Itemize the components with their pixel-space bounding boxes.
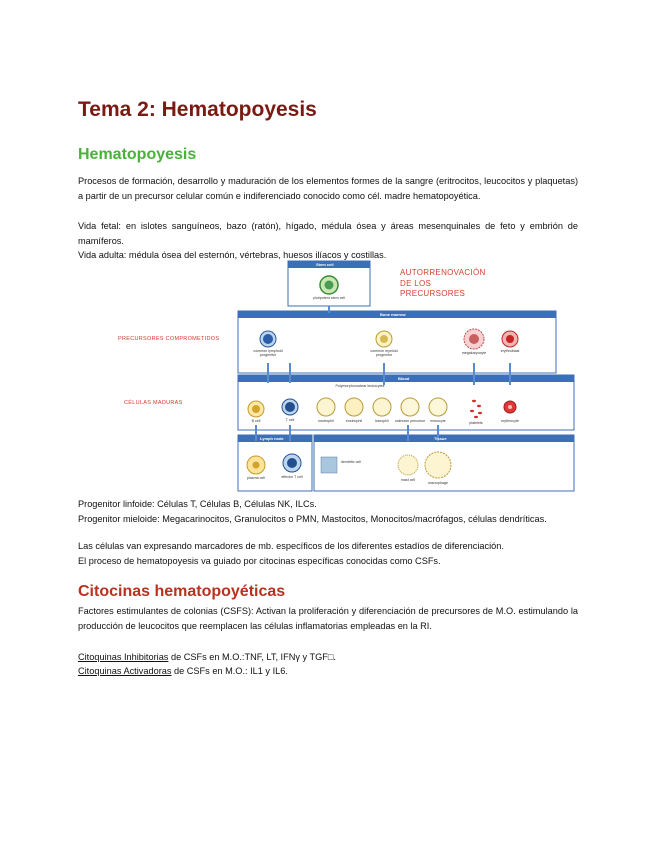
label-erythroblast: erythroblast: [500, 349, 520, 353]
autorrenovacion-line-1: AUTORRENOVACIÓN: [400, 268, 486, 277]
megakaryocyte-nucleus: [469, 334, 479, 344]
unknown-precursor: [401, 398, 419, 416]
box-title-lymph: Lymph node: [260, 436, 284, 441]
mast-cell: [398, 455, 418, 475]
label-b-cell: B cell: [251, 419, 261, 423]
label-basophil: basophil: [375, 419, 389, 423]
effector-t-cell-nucleus: [287, 458, 297, 468]
paragraph-vida-fetal: Vida fetal: en islotes sanguíneos, bazo (ratón), hígado, médula ósea y áreas mesenquinales de feto y embrión de mamíferos.: [78, 221, 578, 246]
paragraph-progenitor-mieloide: Progenitor mieloide: Megacarinocitos, Granulocitos o PMN, Mastocitos, Monocitos/macrófagos, células dendríticas.: [78, 514, 547, 524]
stem-cell-nucleus: [325, 281, 334, 290]
t-cell-nucleus: [285, 402, 295, 412]
label-eosinophil: eosinophil: [345, 419, 363, 423]
b-cell-nucleus: [252, 405, 260, 413]
box-title-stem: Stem cell: [316, 262, 334, 267]
page-title: Tema 2: Hematopoyesis: [78, 98, 317, 121]
hematopoiesis-diagram: [118, 255, 578, 495]
label-t-cell: T cell: [285, 418, 295, 422]
myeloid-nucleus: [380, 335, 388, 343]
paragraph-definition: Procesos de formación, desarrollo y maduración de los elementos formes de la sangre (eritrocitos, leucocitos y plaquetas) a partir de un precursor celular común e indiferenciado conocido como cél. madre hematopoyética.: [78, 176, 578, 201]
erythroblast-nucleus: [506, 335, 514, 343]
label-erythrocyte: erythrocyte: [501, 419, 519, 423]
paragraph-factores: Factores estimulantes de colonias (CSFS): Activan la proliferación y diferenciación de precursores de M.O. estimulando la producción de leucocitos que reemplacen las células inflamatorias empleadas en la RI.: [78, 606, 578, 631]
macrophage: [425, 452, 451, 478]
paragraph-activadoras: [78, 664, 578, 679]
box-title-blood: Blood: [398, 376, 410, 381]
section-heading-citocinas: Citocinas hematopoyéticas: [78, 583, 286, 600]
eosinophil: [345, 398, 363, 416]
section-heading-hematopoyesis: Hematopoyesis: [78, 146, 197, 163]
neutrophil: [317, 398, 335, 416]
monocyte: [429, 398, 447, 416]
autorrenovacion-label: [400, 268, 486, 300]
autorrenovacion-line-3: PRECURSORES: [400, 289, 466, 298]
label-myeloid: common myeloid progenitor: [370, 349, 398, 357]
paragraph-csfs: El proceso de hematopoyesis va guiado por citocinas específicas conocidas como CSFs.: [78, 556, 441, 566]
lymphoid-nucleus: [263, 334, 273, 344]
label-platelets: platelets: [469, 421, 483, 425]
link-citoquinas-activadoras[interactable]: Citoquinas Activadoras: [78, 666, 172, 676]
label-plasma-cell: plasma cell: [247, 476, 265, 480]
label-macrophage: macrophage: [428, 481, 448, 485]
paragraph-vida-adulta: Vida adulta: médula ósea del esternón, vértebras, huesos ilíacos y costillas.: [78, 250, 387, 260]
label-neutrophil: neutrophil: [318, 419, 334, 423]
paragraph-progenitor-linfoide: Progenitor linfoide: Células T, Células B, Células NK, ILCs.: [78, 499, 317, 509]
plasma-cell-nucleus: [253, 462, 260, 469]
box-title-bone-marrow: Bone marrow: [380, 312, 406, 317]
label-dendritic-cell: dendritic cell: [341, 460, 361, 464]
inhibitorias-text: de CSFs en M.O.:TNF, LT, IFNγ y TGF□.: [168, 652, 336, 662]
label-lymphoid: common lymphoid progenitor: [253, 349, 283, 357]
link-citoquinas-inhibitorias[interactable]: Citoquinas Inhibitorias: [78, 652, 169, 662]
basophil: [373, 398, 391, 416]
paragraph-inhibitorias: [78, 650, 578, 665]
label-effector-t-cell: effector T cell: [281, 475, 303, 479]
dendritic-cell: [321, 457, 337, 473]
activadoras-text: de CSFs en M.O.: IL1 y IL6.: [171, 666, 288, 676]
label-monocyte: monocyte: [430, 419, 446, 423]
box-title-tissue: Tissue: [434, 436, 447, 441]
hematopoiesis-figure: [118, 255, 578, 495]
label-celulas-maduras: CÉLULAS MADURAS: [124, 400, 183, 406]
autorrenovacion-line-2: DE LOS: [400, 278, 432, 288]
label-stem-cell: pluripotent stem cell: [313, 296, 345, 300]
label-granulocyte-header: Polymorphonuclear leukocytes: [335, 384, 385, 388]
label-unknown-precursor: unknown precursor: [394, 419, 426, 423]
paragraph-marcadores: Las células van expresando marcadores de mb. específicos de los diferentes estadíos de diferenciación.: [78, 541, 504, 551]
label-megakaryocyte: megakaryocyte: [461, 351, 487, 355]
erythrocyte-center: [508, 405, 512, 409]
label-mast-cell: mast cell: [400, 478, 416, 482]
label-precursores: PRECURSORES COMPROMETIDOS: [118, 336, 220, 342]
